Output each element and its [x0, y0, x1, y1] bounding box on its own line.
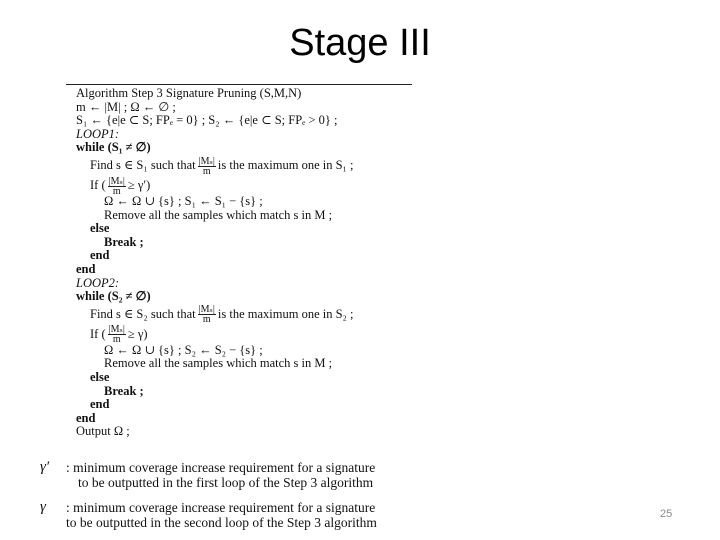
- algorithm-line: [66, 175, 412, 195]
- algorithm-line-text: end: [90, 248, 110, 263]
- algorithm-line: [66, 114, 412, 128]
- definition-line: to be outputted in the first loop of the Step 3 algorithm: [78, 475, 374, 490]
- fraction-numerator: |Mₛ|: [108, 324, 125, 336]
- algorithm-line: [66, 290, 412, 304]
- algorithm-line: [66, 141, 412, 155]
- algorithm-lines: [66, 101, 412, 439]
- algorithm-line-text: else: [90, 221, 110, 236]
- algorithm-line: [66, 398, 412, 412]
- algorithm-line: [66, 357, 412, 371]
- algorithm-line: [66, 371, 412, 385]
- algorithm-line-text: end: [76, 410, 96, 425]
- algorithm-line-tail: is the maximum one in S₁ ;: [217, 157, 354, 172]
- algorithm-line-text: LOOP2:: [76, 275, 120, 290]
- algorithm-line: [66, 155, 412, 175]
- fraction-numerator: |Mₛ|: [198, 155, 215, 167]
- fraction: [108, 325, 126, 344]
- definition-line: : minimum coverage increase requirement for a signature: [66, 460, 376, 475]
- algorithm-line: [66, 324, 412, 344]
- algorithm-line: [66, 412, 412, 426]
- algorithm-line-text: Remove all the samples which match s in M ;: [104, 356, 333, 371]
- algorithm-line-text: end: [76, 261, 96, 276]
- algorithm-header: Algorithm Step 3 Signature Pruning (S,M,N): [76, 86, 302, 100]
- fraction-denominator: m: [202, 165, 211, 177]
- algorithm-line: [66, 249, 412, 263]
- definition-line: : minimum coverage increase requirement for a signature: [66, 500, 376, 515]
- algorithm-line: [66, 222, 412, 236]
- algorithm-line: [66, 304, 412, 324]
- algorithm-line-text: Break ;: [104, 383, 144, 398]
- algorithm-line-text: end: [90, 397, 110, 412]
- algorithm-line: [66, 344, 412, 358]
- algorithm-line-text: else: [90, 369, 110, 384]
- algorithm-line: [66, 425, 412, 439]
- algorithm-line-text: Output Ω ;: [76, 424, 130, 439]
- fraction: [108, 177, 126, 196]
- algorithm-line: [66, 277, 412, 291]
- algorithm-line: [66, 263, 412, 277]
- algorithm-line: [66, 195, 412, 209]
- algorithm-line: [66, 128, 412, 142]
- fraction-numerator: |Mₛ|: [198, 304, 215, 316]
- fraction-denominator: m: [112, 334, 121, 346]
- algorithm-line-text: Break ;: [104, 234, 144, 249]
- algorithm-top-rule: [66, 84, 412, 85]
- algorithm-line: [66, 209, 412, 223]
- algorithm-line-text: Find s ∈ S₁ such that: [90, 157, 196, 172]
- definition-gamma: [40, 500, 420, 530]
- algorithm-line-text: S₁ ← {e|e ⊂ S; FPₑ = 0} ; S₂ ← {e|e ⊂ S; FPₑ > 0} ;: [76, 113, 338, 128]
- algorithm-line-text: If (: [90, 177, 106, 192]
- fraction-denominator: m: [202, 314, 211, 326]
- algorithm-line-tail: is the maximum one in S₂ ;: [217, 306, 354, 321]
- symbol-gamma: γ: [40, 499, 46, 515]
- definition-line: to be outputted in the second loop of the Step 3 algorithm: [66, 515, 377, 530]
- algorithm-line-text: Ω ← Ω ∪ {s} ; S₁ ← S₁ − {s} ;: [104, 193, 263, 208]
- fraction: [198, 157, 216, 176]
- fraction-numerator: |Mₛ|: [108, 175, 125, 187]
- algorithm-block: [66, 84, 412, 439]
- symbol-gamma-prime: γ′: [40, 459, 50, 475]
- algorithm-line-tail: ≥ γ′): [127, 177, 151, 192]
- algorithm-line-text: while (S₂ ≠ ∅): [76, 289, 151, 304]
- definition-gamma-prime: [40, 460, 420, 490]
- algorithm-line-text: Ω ← Ω ∪ {s} ; S₂ ← S₂ − {s} ;: [104, 342, 263, 357]
- fraction-denominator: m: [112, 185, 121, 197]
- fraction: [198, 305, 216, 324]
- algorithm-line-text: Find s ∈ S₂ such that: [90, 306, 196, 321]
- algorithm-line: [66, 236, 412, 250]
- algorithm-line: [66, 385, 412, 399]
- algorithm-line-text: while (S₁ ≠ ∅): [76, 140, 151, 155]
- algorithm-line: [66, 101, 412, 115]
- slide-title: Stage III: [289, 22, 431, 64]
- algorithm-line-text: Remove all the samples which match s in M ;: [104, 207, 333, 222]
- page-number: 25: [660, 508, 673, 520]
- algorithm-line-text: LOOP1:: [76, 126, 120, 141]
- algorithm-line-tail: ≥ γ): [127, 326, 148, 341]
- algorithm-line-text: m ← |M| ; Ω ← ∅ ;: [76, 99, 176, 114]
- algorithm-line-text: If (: [90, 326, 106, 341]
